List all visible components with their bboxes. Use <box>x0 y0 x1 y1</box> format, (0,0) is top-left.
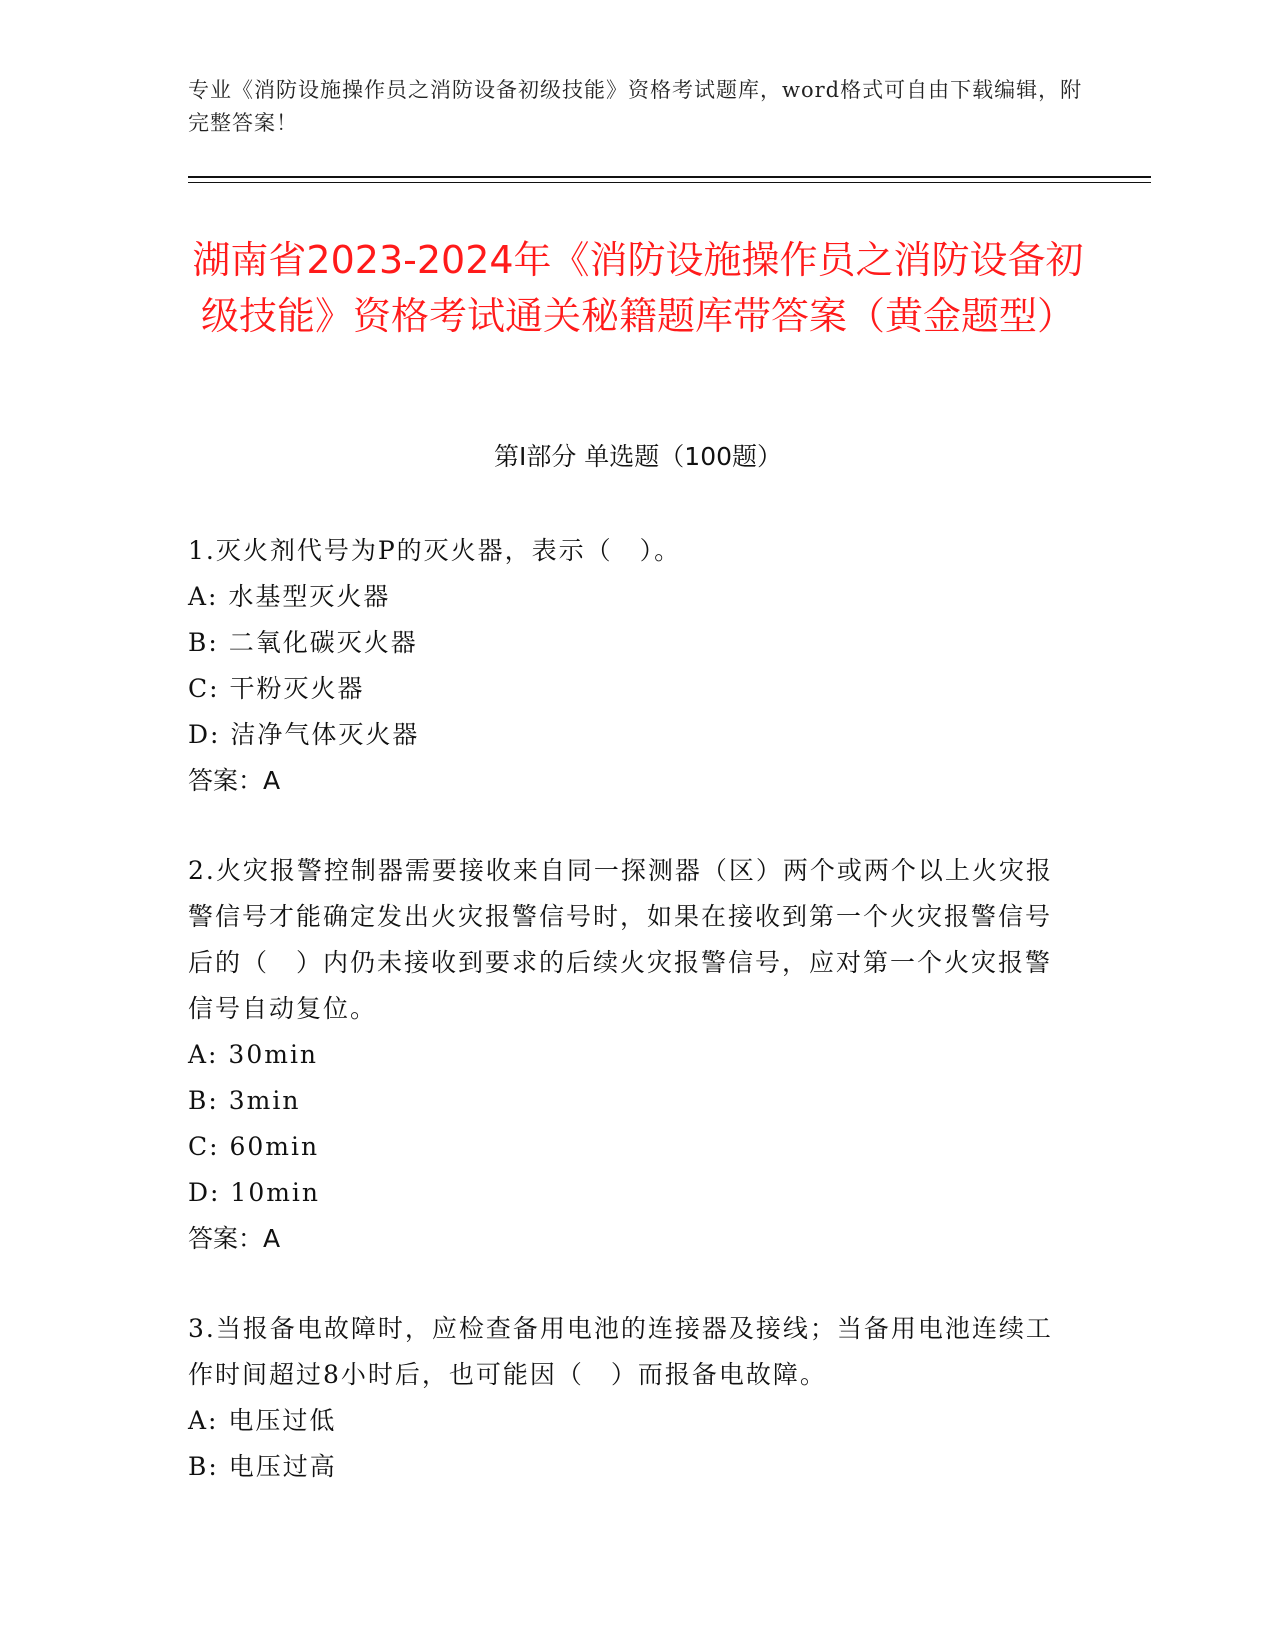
option-a: A: 30min <box>188 1040 319 1069</box>
header-rule-thick <box>188 176 1151 178</box>
question-1 <box>188 528 1068 804</box>
option-d: D: 洁净气体灭火器 <box>188 720 420 749</box>
question-2 <box>188 848 1068 1262</box>
answer: 答案：A <box>188 766 281 795</box>
option-c: C: 干粉灭火器 <box>188 674 365 703</box>
option-b: B: 3min <box>188 1086 301 1115</box>
question-stem: 3.当报备电故障时，应检查备用电池的连接器及接线；当备用电池连续工作时间超过8小时后，也可能因（ ）而报备电故障。 <box>188 1314 1053 1389</box>
answer: 答案：A <box>188 1224 281 1253</box>
option-c: C: 60min <box>188 1132 320 1161</box>
question-stem: 1.灭火剂代号为P的灭火器，表示（ ）。 <box>188 536 682 565</box>
document-title: 湖南省2023-2024年《消防设施操作员之消防设备初级技能》资格考试通关秘籍题库带答案（黄金题型） <box>192 238 1084 338</box>
question-stem: 2.火灾报警控制器需要接收来自同一探测器（区）两个或两个以上火灾报警信号才能确定发出火灾报警信号时，如果在接收到第一个火灾报警信号后的（ ）内仍未接收到要求的后续火灾报警信号，应对第一个火灾报警信号自动复位。 <box>188 856 1053 1023</box>
header-note: 专业《消防设施操作员之消防设备初级技能》资格考试题库，word格式可自由下载编辑，附完整答案！ <box>188 78 1083 135</box>
section-title: 第I部分 单选题（100题） <box>493 442 783 471</box>
option-a: A: 水基型灭火器 <box>188 582 391 611</box>
option-d: D: 10min <box>188 1178 321 1207</box>
option-b: B: 二氧化碳灭火器 <box>188 628 418 657</box>
question-3 <box>188 1306 1068 1490</box>
option-a: A: 电压过低 <box>188 1406 337 1435</box>
option-b: B: 电压过高 <box>188 1452 337 1481</box>
header-rule-thin <box>188 182 1151 183</box>
